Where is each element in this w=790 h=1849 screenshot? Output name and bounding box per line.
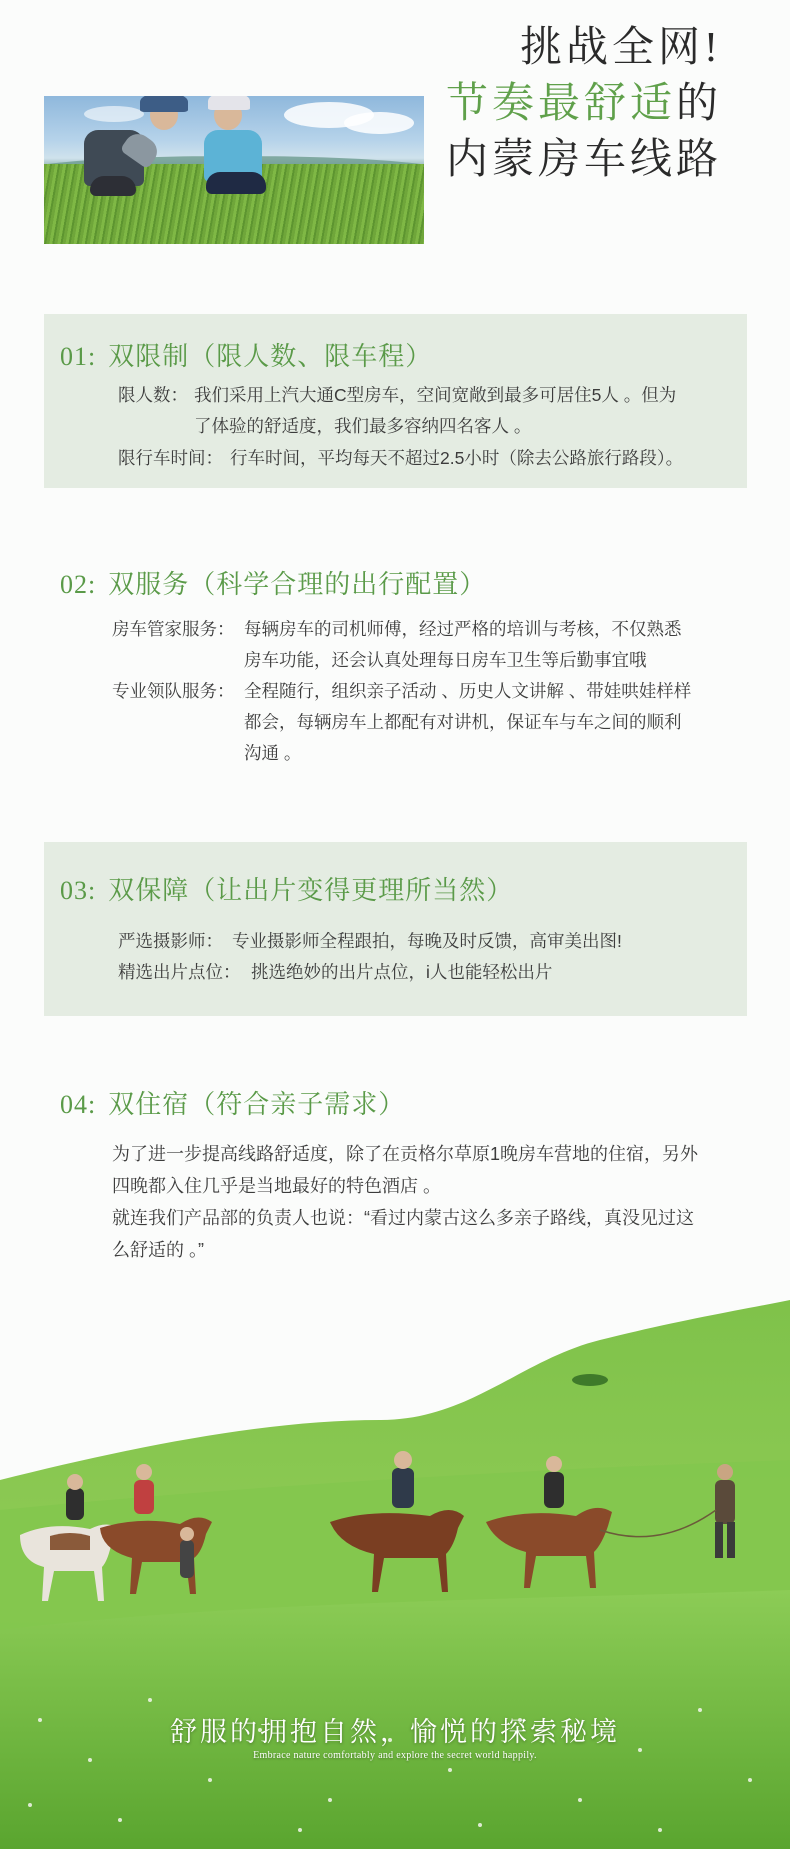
item-text-line: 每辆房车的司机师傅，经过严格的培训与考核，不仅熟悉 — [244, 619, 682, 639]
item-text-line: 都会，每辆房车上都配有对讲机，保证车与车之间的顺利 — [244, 712, 682, 732]
section-01-title: 双限制（限人数、限车程） — [108, 342, 433, 371]
item-text-line: 挑选绝妙的出片点位，i人也能轻松出片 — [251, 962, 553, 982]
hero-photo-family-on-grassland — [44, 96, 424, 244]
item-label: 房车管家服务： — [112, 619, 235, 639]
page-title — [446, 20, 722, 188]
title-line-2-highlight: 节奏最舒适 — [445, 81, 676, 127]
title-line-2 — [446, 76, 722, 132]
section-04-body — [112, 1138, 742, 1266]
section-04-heading — [60, 1084, 405, 1121]
body-line: 为了进一步提高线路舒适度，除了在贡格尔草原1晚房车营地的住宿，另外 — [112, 1144, 699, 1164]
body-line: 么舒适的 。” — [112, 1240, 204, 1260]
section-03-number: 03: — [60, 876, 97, 905]
footer-tagline: 舒服的拥抱自然，愉悦的探索秘境 — [170, 1717, 620, 1747]
item-text-line: 行车时间，平均每天不超过2.5小时（除去公路旅行路段）。 — [230, 448, 684, 468]
section-03-heading — [60, 870, 513, 907]
body-line: 四晚都入住几乎是当地最好的特色酒店 。 — [112, 1176, 441, 1196]
title-line-1: 挑战全网! — [520, 25, 722, 71]
item-text-line: 专业摄影师全程跟拍，每晚及时反馈，高审美出图! — [232, 931, 622, 951]
section-04-number: 04: — [60, 1090, 97, 1119]
section-03-title: 双保障（让出片变得更理所当然） — [108, 876, 514, 905]
item-label: 限行车时间： — [118, 448, 223, 468]
section-02-number: 02: — [60, 570, 97, 599]
item-text-line: 我们采用上汽大通C型房车，空间宽敞到最多可居住5人 。但为 — [194, 385, 677, 405]
title-line-3: 内蒙房车线路 — [445, 137, 722, 183]
section-04-title: 双住宿（符合亲子需求） — [108, 1090, 406, 1119]
section-02-heading — [60, 564, 486, 601]
item-label: 限人数： — [118, 385, 188, 405]
item-text-line: 全程随行，组织亲子活动 、历史人文讲解 、带娃哄娃样样 — [244, 681, 692, 701]
footer-tagline-english: Embrace nature comfortably and explore the secret world happily. — [253, 1750, 537, 1761]
section-01-number: 01: — [60, 342, 97, 371]
title-line-2-tail: 的 — [675, 81, 722, 127]
item-text-line: 沟通 。 — [244, 743, 302, 763]
section-02-title: 双服务（科学合理的出行配置） — [108, 570, 487, 599]
item-label: 专业领队服务： — [112, 681, 235, 701]
section-01-heading — [60, 336, 432, 373]
body-line: 就连我们产品部的负责人也说：“看过内蒙古这么多亲子路线，真没见过这 — [112, 1208, 694, 1228]
item-text-line: 了体验的舒适度，我们最多容纳四名客人 。 — [194, 416, 532, 436]
item-label: 精选出片点位： — [118, 962, 241, 982]
item-text-line: 房车功能，还会认真处理每日房车卫生等后勤事宜哦 — [244, 650, 647, 670]
horse-riding-grassland-photo — [0, 1300, 790, 1849]
item-label: 严选摄影师： — [118, 931, 223, 951]
